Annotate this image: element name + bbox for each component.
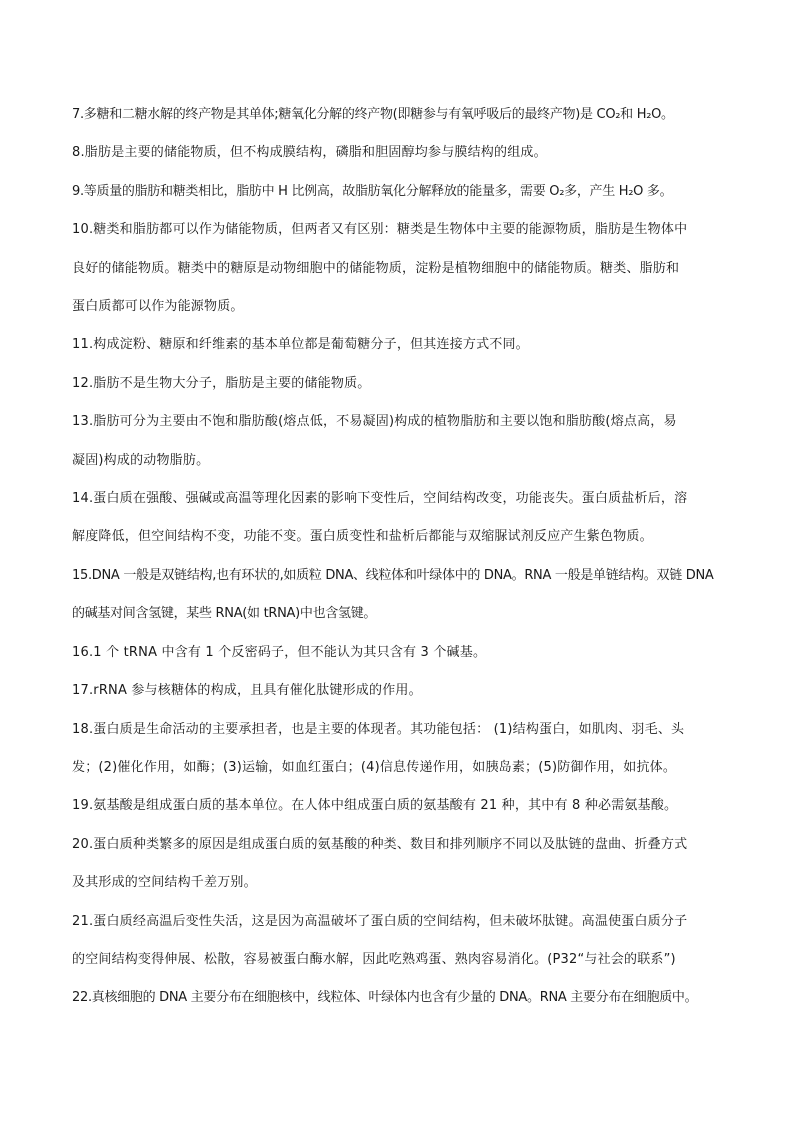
item-7-line-1: 7.多糖和二糖水解的终产物是其单体;糖氧化分解的终产物(即糖参与有氧呼吸后的最终产物)是 CO₂和 H₂O。 (72, 107, 674, 122)
item-10-line-1: 10.糖类和脂肪都可以作为储能物质，但两者又有区别：糖类是生物体中主要的能源物质，脂肪是生物体中 (72, 222, 688, 238)
item-21-line-1: 21.蛋白质经高温后变性失活，这是因为高温破坏了蛋白质的空间结构，但未破坏肽键。高温使蛋白质分子 (72, 913, 688, 929)
item-11-line-1: 11.构成淀粉、糖原和纤维素的基本单位都是葡萄糖分子，但其连接方式不同。 (72, 337, 529, 353)
item-9 (72, 173, 730, 211)
item-13-line-1: 13.脂肪可分为主要由不饱和脂肪酸(熔点低，不易凝固)构成的植物脂肪和主要以饱和脂肪酸(熔点高，易 (72, 414, 677, 430)
item-11 (72, 326, 730, 364)
item-22 (72, 979, 730, 1017)
item-10-line-2: 良好的储能物质。糖类中的糖原是动物细胞中的储能物质，淀粉是植物细胞中的储能物质。糖类、脂肪和 (72, 260, 680, 276)
item-18-line-1: 18.蛋白质是生命活动的主要承担者，也是主要的体现者。其功能包括： (1)结构蛋白，如肌肉、羽毛、头 (72, 721, 685, 737)
item-17 (72, 672, 730, 710)
item-16-line-1: 16.1 个 tRNA 中含有 1 个反密码子，但不能认为其只含有 3 个碱基。 (72, 644, 487, 660)
item-18-line-2: 发；(2)催化作用，如酶；(3)运输，如血红蛋白；(4)信息传递作用，如胰岛素；(5)防御作用，如抗体。 (72, 759, 677, 775)
item-21-line-2: 的空间结构变得伸展、松散，容易被蛋白酶水解，因此吃熟鸡蛋、熟肉容易消化。(P32“与社会的联系”) (72, 951, 676, 967)
item-13-line-2: 凝固)构成的动物脂肪。 (72, 452, 210, 468)
item-15-line-2: 的碱基对间含氢键，某些 RNA(如 tRNA)中也含氢键。 (72, 606, 377, 622)
item-12 (72, 365, 730, 403)
item-20 (72, 826, 730, 903)
item-10 (72, 211, 730, 326)
item-13 (72, 403, 730, 480)
item-22-line-1: 22.真核细胞的 DNA 主要分布在细胞核中，线粒体、叶绿体内也含有少量的 DNA。RNA 主要分布在细胞质中。 (72, 990, 698, 1006)
item-19 (72, 787, 730, 825)
item-17-line-1: 17.rRNA 参与核糖体的构成，且具有催化肽键形成的作用。 (72, 683, 422, 699)
item-21 (72, 903, 730, 980)
item-20-line-2: 及其形成的空间结构千差万别。 (72, 875, 257, 891)
item-8 (72, 134, 730, 172)
item-15-line-1: 15.DNA 一般是双链结构,也有环状的,如质粒 DNA、线粒体和叶绿体中的 DNA。RNA 一般是单链结构。双链 DNA (72, 567, 714, 583)
item-8-line-1: 8.脂肪是主要的储能物质，但不构成膜结构，磷脂和胆固醇均参与膜结构的组成。 (72, 145, 547, 161)
item-14-line-1: 14.蛋白质在强酸、强碱或高温等理化因素的影响下变性后，空间结构改变，功能丧失。蛋白质盐析后，溶 (72, 491, 688, 507)
item-18 (72, 711, 730, 788)
item-10-line-3: 蛋白质都可以作为能源物质。 (72, 299, 244, 315)
item-16 (72, 634, 730, 672)
item-9-line-1: 9.等质量的脂肪和糖类相比，脂肪中 H 比例高，故脂肪氧化分解释放的能量多，需要 O₂多，产生 H₂O 多。 (72, 183, 673, 199)
item-7 (72, 96, 730, 134)
item-19-line-1: 19.氨基酸是组成蛋白质的基本单位。在人体中组成蛋白质的氨基酸有 21 种，其中有 8 种必需氨基酸。 (72, 798, 678, 814)
item-14 (72, 480, 730, 557)
item-12-line-1: 12.脂肪不是生物大分子，脂肪是主要的储能物质。 (72, 375, 371, 391)
item-14-line-2: 解度降低，但空间结构不变，功能不变。蛋白质变性和盐析后都能与双缩脲试剂反应产生紫色物质。 (72, 529, 653, 545)
item-20-line-1: 20.蛋白质种类繁多的原因是组成蛋白质的氨基酸的种类、数目和排列顺序不同以及肽链的盘曲、折叠方式 (72, 836, 688, 852)
item-15 (72, 557, 730, 634)
